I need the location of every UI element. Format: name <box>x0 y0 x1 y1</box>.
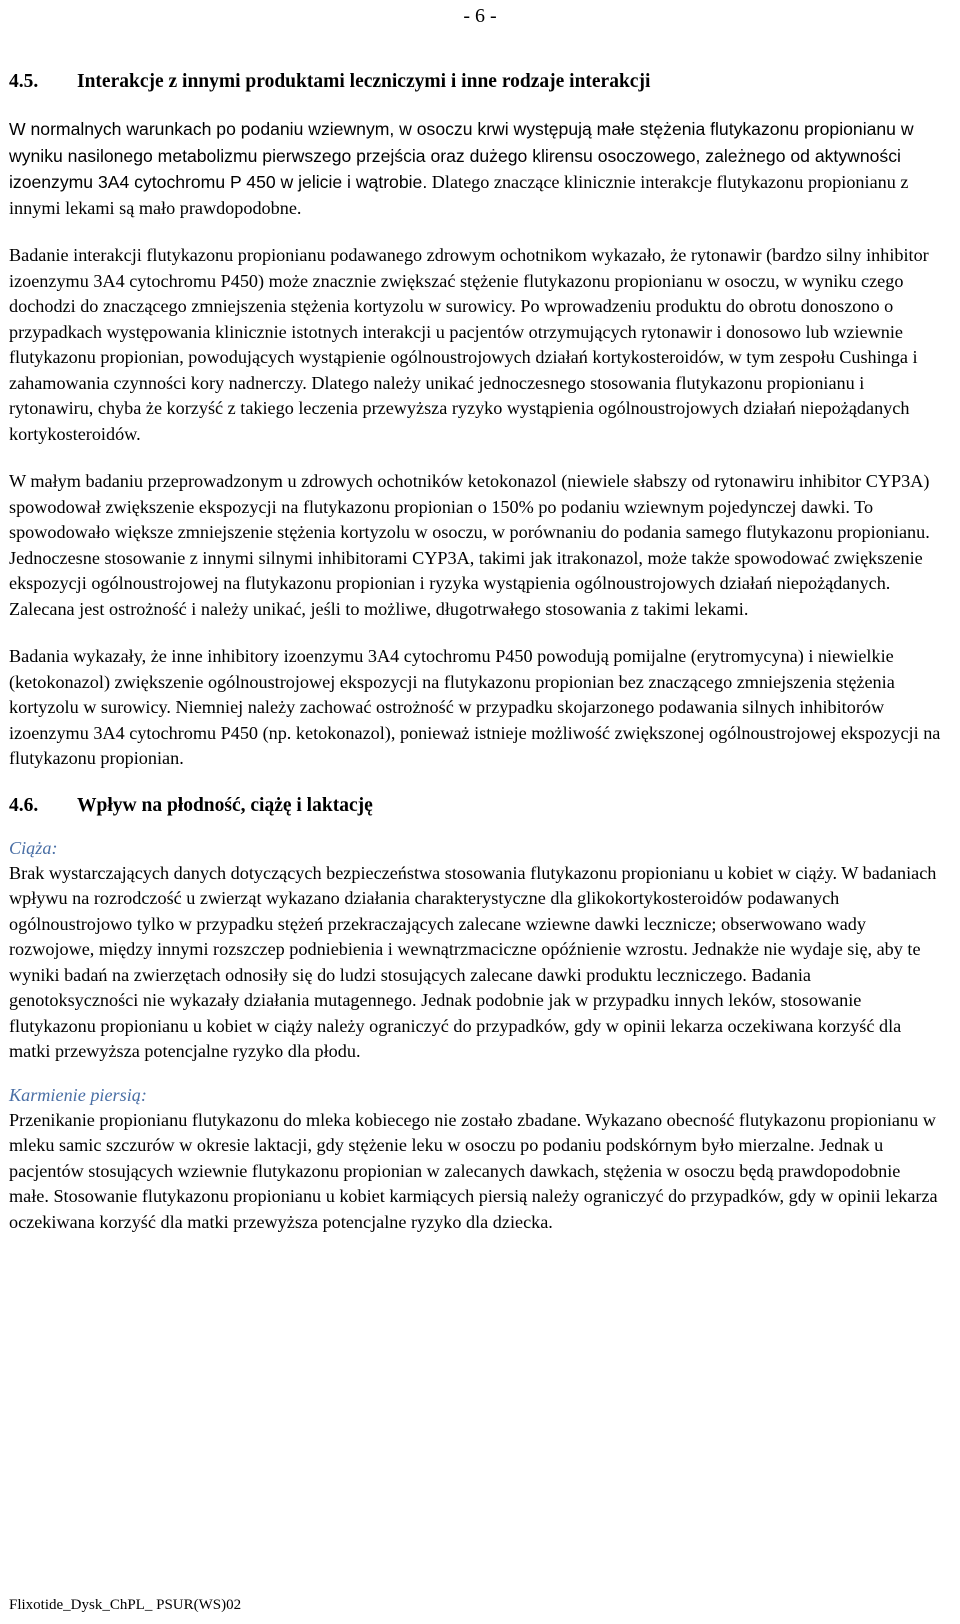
section-number: 4.5. <box>9 71 39 92</box>
paragraph-breastfeeding: Przenikanie propionianu flutykazonu do mleka kobiecego nie zostało zbadane. Wykazano obecność flutykazonu propionianu w mleku samic szczurów w okresie laktacji, gdy stężenie leku w osoczu po podaniu podskórnym było mierzalne. Jednak u pacjentów stosujących wziewnie flutykazonu propionian w zalecanych dawkach, stężenia w osoczu będą prawdopodobnie małe. Stosowanie flutykazonu propionianu u kobiet karmiących piersią należy ograniczyć do przypadków, gdy w opinii lekarza oczekiwana korzyść dla matki przewyższa potencjalne ryzyko dla dziecka. <box>9 1109 938 1232</box>
breastfeeding-heading: Karmienie piersią: <box>9 1084 147 1105</box>
paragraph-intro-serif-part: Dlatego znaczące klinicznie interakcje flutykazonu propionianu z innymi lekami są mało prawdopodobne. <box>9 172 909 218</box>
section-title: Interakcje z innymi produktami leczniczymi i inne rodzaje interakcji <box>77 71 651 92</box>
paragraph-ritonavir: Badanie interakcji flutykazonu propionianu podawanego zdrowym ochotnikom wykazało, że rytonawir (bardzo silny inhibitor izoenzymu 3A4 cytochromu P450) może znacznie zwiększać stężenie flutykazonu propionianu w osoczu, w wyniku czego dochodzi do znaczącego zmniejszenia stężenia kortyzolu w surowicy. Po wprowadzeniu produktu do obrotu donoszono o przypadkach występowania klinicznie istotnych interakcji u pacjentów otrzymujących rytonawir i donosowo lub wziewnie flutykazonu propionian, powodujących wystąpienie ogólnoustrojowych działań kortykosteroidów, w tym zespołu Cushinga i zahamowania czynności kory nadnerczy. Dlatego należy unikać jednoczesnego stosowania flutykazonu propionianu i rytonawiru, chyba że korzyść z takiego leczenia przewyższa ryzyko wystąpienia ogólnoustrojowych działań niepożądanych kortykosteroidów. <box>9 245 929 444</box>
section-heading-fertility <box>9 794 941 818</box>
document-body <box>9 70 941 1235</box>
section-number: 4.6. <box>9 794 39 816</box>
paragraph-interactions-intro <box>9 116 941 221</box>
section-title: Wpływ na płodność, ciążę i laktację <box>77 794 373 816</box>
paragraph-ketoconazole: W małym badaniu przeprowadzonym u zdrowych ochotników ketokonazol (niewiele słabszy od rytonawiru inhibitor CYP3A) spowodował zwiększenie ekspozycji na flutykazonu propionian o 150% po podaniu wziewnym pojedynczej dawki. To spowodowało większe zmniejszenie stężenia kortyzolu w osoczu, w porównaniu do podania samego flutykazonu propionianu. Jednoczesne stosowanie z innymi silnymi inhibitorami CYP3A, takimi jak itrakonazol, może także spowodować zwiększenie ekspozycji ogólnoustrojowej na flutykazonu propionian i ryzyka wystąpienia ogólnoustrojowych działań niepożądanych. Zalecana jest ostrożność i należy unikać, jeśli to możliwe, długotrwałego stosowania z takimi lekami. <box>9 471 930 619</box>
page-number: - 6 - <box>463 5 497 27</box>
footer-document-id: Flixotide_Dysk_ChPL_ PSUR(WS)02 <box>9 1597 242 1613</box>
section-heading-interactions <box>9 70 941 94</box>
pregnancy-heading: Ciąża: <box>9 837 58 858</box>
paragraph-intro-sans-part: W normalnych warunkach po podaniu wziewnym, w osoczu krwi występują małe stężenia flutykazonu propionianu w wyniku nasilonego metabolizmu pierwszego przejścia oraz dużego klirensu osoczowego, zależnego od aktywności izoenzymu 3A4 cytochromu P 450 w jelicie i wątrobie. <box>9 119 914 192</box>
paragraph-pregnancy: Brak wystarczających danych dotyczących bezpieczeństwa stosowania flutykazonu propionianu u kobiet w ciąży. W badaniach wpływu na rozrodczość u zwierząt wykazano działania charakterystyczne dla glikokortykosteroidów podawanych ogólnoustrojowo tylko w przypadku stężeń przekraczających zalecane wziewne dawki lecznicze; obserwowano wady rozwojowe, między innymi rozszczep podniebienia i wewnątrzmaciczne opóźnienie wzrostu. Jednakże nie wydaje się, aby te wyniki badań na zwierzętach odnosiły się do ludzi stosujących zalecane dawki produktu leczniczego. Badania genotoksyczności nie wykazały działania mutagennego. Jednak podobnie jak w przypadku innych leków, stosowanie flutykazonu propionianu u kobiet w ciąży należy ograniczyć do przypadków, gdy w opinii lekarza oczekiwana korzyść dla matki przewyższa potencjalne ryzyko dla płodu. <box>9 862 937 1061</box>
paragraph-other-inhibitors: Badania wykazały, że inne inhibitory izoenzymu 3A4 cytochromu P450 powodują pomijalne (erytromycyna) i niewielkie (ketokonazol) zwiększenie ogólnoustrojowej ekspozycji na flutykazonu propionian bez znaczącego zmniejszenia stężenia kortyzolu w surowicy. Niemniej należy zachować ostrożność w przypadku skojarzonego podawania silnych inhibitorów izoenzymu 3A4 cytochromu P450 (np. ketokonazol), ponieważ istnieje możliwość zwiększonej ogólnoustrojowej ekspozycji na flutykazonu propionian. <box>9 646 941 768</box>
